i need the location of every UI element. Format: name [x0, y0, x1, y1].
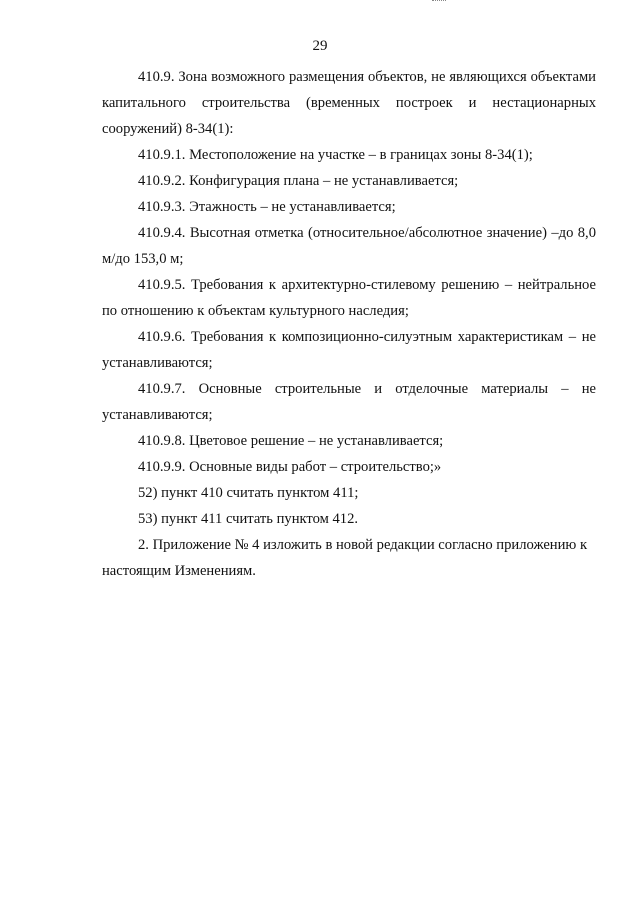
- paragraph-410-9-7: 410.9.7. Основные строительные и отделочные материалы – не устанавливаются;: [102, 381, 596, 423]
- paragraph-410-9-4: 410.9.4. Высотная отметка (относительное/абсолютное значение) –до 8,0 м/до 153,0 м;: [102, 225, 596, 267]
- document-body: [102, 64, 596, 584]
- paragraph-2: 2. Приложение № 4 изложить в новой редакции согласно приложению к настоящим Изменениям.: [102, 537, 588, 579]
- paragraph-52: 52) пункт 410 считать пунктом 411;: [138, 485, 359, 501]
- paragraph-410-9-3: 410.9.3. Этажность – не устанавливается;: [138, 199, 396, 215]
- paragraph-410-9-9: 410.9.9. Основные виды работ – строительство;»: [138, 459, 442, 475]
- paragraph-410-9-5: 410.9.5. Требования к архитектурно-стилевому решению – нейтральное по отношению к объектам культурного наследия;: [102, 277, 596, 319]
- paragraph-410-9-6: 410.9.6. Требования к композиционно-силуэтным характеристикам – не устанавливаются;: [102, 329, 596, 371]
- paragraph-410-9-2: 410.9.2. Конфигурация плана – не устанавливается;: [138, 173, 459, 189]
- page-number: 29: [312, 38, 328, 54]
- paragraph-410-9: 410.9. Зона возможного размещения объектов, не являющихся объектами капитального строительства (временных построек и нестационарных сооружений) 8-34(1):: [102, 69, 596, 137]
- scan-artifact: [432, 0, 446, 3]
- paragraph-53: 53) пункт 411 считать пунктом 412.: [138, 511, 359, 527]
- paragraph-410-9-8: 410.9.8. Цветовое решение – не устанавливается;: [138, 433, 444, 449]
- paragraph-410-9-1: 410.9.1. Местоположение на участке – в границах зоны 8-34(1);: [138, 147, 533, 163]
